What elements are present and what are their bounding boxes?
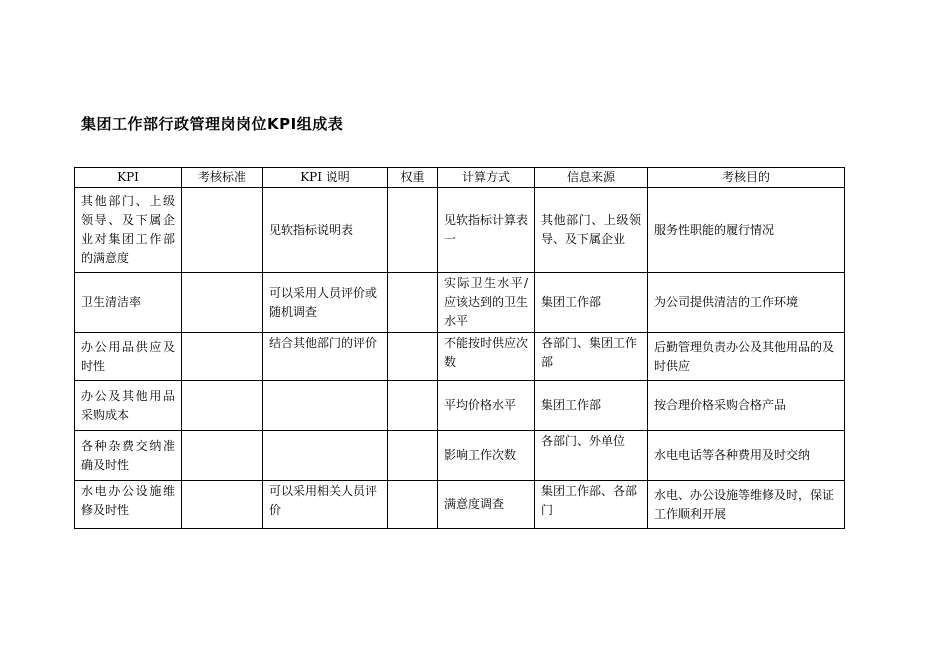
- cell-standard: [182, 273, 263, 333]
- cell-standard: [182, 188, 263, 273]
- table-row: [75, 481, 845, 529]
- cell-weight: [388, 188, 438, 273]
- header-calculation: 计算方式: [438, 168, 535, 188]
- cell-kpi: 水电办公设施维修及时性: [75, 481, 182, 529]
- cell-standard: [182, 381, 263, 431]
- header-kpi: KPI: [75, 168, 182, 188]
- kpi-table: [74, 167, 845, 529]
- cell-purpose: 按合理价格采购合格产品: [648, 381, 845, 431]
- cell-description: 见软指标说明表: [263, 188, 388, 273]
- cell-description: 可以采用相关人员评价: [263, 481, 388, 529]
- cell-purpose: 为公司提供清洁的工作环境: [648, 273, 845, 333]
- table-row: [75, 333, 845, 381]
- cell-calculation: 见软指标计算表一: [438, 188, 535, 273]
- cell-kpi: 办公及其他用品采购成本: [75, 381, 182, 431]
- cell-weight: [388, 381, 438, 431]
- cell-description: [263, 431, 388, 481]
- cell-calculation: 不能按时供应次数: [438, 333, 535, 381]
- header-purpose: 考核目的: [648, 168, 845, 188]
- table-row: [75, 381, 845, 431]
- cell-purpose: 后勤管理负责办公及其他用品的及时供应: [648, 333, 845, 381]
- cell-description: [263, 381, 388, 431]
- cell-kpi: 其他部门、上级领导、及下属企业对集团工作部的满意度: [75, 188, 182, 273]
- cell-purpose: 水电、办公设施等维修及时，保证工作顺利开展: [648, 481, 845, 529]
- cell-info-source: 各部门、集团工作部: [535, 333, 648, 381]
- cell-calculation: 实际卫生水平/应该达到的卫生水平: [438, 273, 535, 333]
- header-info-source: 信息来源: [535, 168, 648, 188]
- cell-info-source: 集团工作部、各部门: [535, 481, 648, 529]
- table-header-row: [75, 168, 845, 188]
- header-weight: 权重: [388, 168, 438, 188]
- table-row: [75, 431, 845, 481]
- table-row: [75, 273, 845, 333]
- header-standard: 考核标准: [182, 168, 263, 188]
- cell-kpi: 各种杂费交纳准确及时性: [75, 431, 182, 481]
- document-title: 集团工作部行政管理岗岗位KPI组成表: [81, 115, 344, 133]
- cell-standard: [182, 431, 263, 481]
- cell-weight: [388, 273, 438, 333]
- cell-calculation: 影响工作次数: [438, 431, 535, 481]
- cell-kpi: 办公用品供应及时性: [75, 333, 182, 381]
- cell-info-source: 集团工作部: [535, 381, 648, 431]
- cell-description: 可以采用人员评价或随机调查: [263, 273, 388, 333]
- cell-kpi: 卫生清洁率: [75, 273, 182, 333]
- table-row: [75, 188, 845, 273]
- cell-weight: [388, 431, 438, 481]
- cell-weight: [388, 481, 438, 529]
- cell-info-source: 其他部门、上级领导、及下属企业: [535, 188, 648, 273]
- cell-purpose: 服务性职能的履行情况: [648, 188, 845, 273]
- cell-calculation: 满意度调查: [438, 481, 535, 529]
- cell-info-source: 各部门、外单位: [535, 431, 648, 481]
- cell-weight: [388, 333, 438, 381]
- cell-standard: [182, 333, 263, 381]
- cell-info-source: 集团工作部: [535, 273, 648, 333]
- header-kpi-description: KPI 说明: [263, 168, 388, 188]
- cell-description: 结合其他部门的评价: [263, 333, 388, 381]
- cell-calculation: 平均价格水平: [438, 381, 535, 431]
- cell-purpose: 水电电话等各种费用及时交纳: [648, 431, 845, 481]
- cell-standard: [182, 481, 263, 529]
